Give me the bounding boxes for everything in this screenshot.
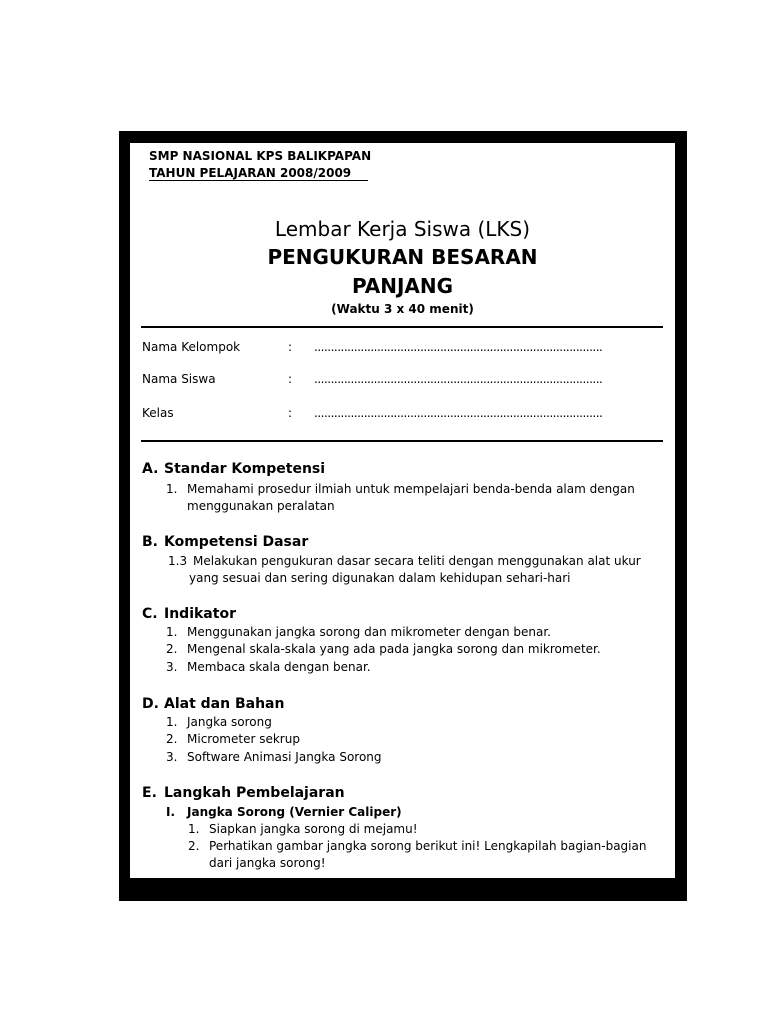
topic-line-2: PANJANG	[351, 274, 454, 298]
item-number: 1.	[188, 822, 200, 836]
item-number: 2.	[166, 732, 178, 746]
field-group-name	[142, 340, 662, 358]
fill-in-blank[interactable]: .......................................................................................	[314, 406, 603, 420]
section-title: Standar Kompetensi	[164, 461, 326, 477]
worksheet-title: Lembar Kerja Siswa (LKS)	[274, 217, 531, 241]
topic-line-1: PENGUKURAN BESARAN	[267, 245, 538, 269]
fill-in-blank[interactable]: .......................................................................................	[314, 372, 603, 386]
item-text: Melakukan pengukuran dasar secara teliti dengan menggunakan alat ukur	[193, 554, 641, 568]
list-item	[188, 838, 668, 872]
section-letter: A.	[142, 461, 159, 477]
item-text: Menggunakan jangka sorong dan mikrometer dengan benar.	[187, 625, 551, 639]
item-text: Membaca skala dengan benar.	[187, 660, 371, 674]
list-item	[166, 481, 666, 515]
section-b-heading	[142, 534, 308, 550]
fill-in-blank[interactable]: .......................................................................................	[314, 340, 603, 354]
school-name: SMP NASIONAL KPS BALIKPAPAN	[149, 149, 372, 163]
subsection-heading	[166, 804, 666, 821]
section-letter: C.	[142, 606, 158, 622]
item-number: 1.3	[168, 554, 188, 568]
section-title: Alat dan Bahan	[164, 696, 285, 712]
item-number: 1.	[166, 482, 178, 496]
section-a-heading	[142, 461, 325, 477]
item-text: Micrometer sekrup	[187, 732, 300, 746]
item-text: menggunakan peralatan	[187, 499, 335, 513]
field-label: Nama Siswa	[142, 372, 216, 386]
field-label: Kelas	[142, 406, 174, 420]
list-item	[166, 641, 666, 658]
list-item	[166, 731, 666, 748]
section-e-heading	[142, 785, 345, 801]
section-letter: D.	[142, 696, 159, 712]
item-number: 2.	[166, 642, 178, 656]
item-text: Jangka sorong	[187, 715, 272, 729]
field-colon: :	[288, 340, 293, 354]
item-text: yang sesuai dan sering digunakan dalam kehidupan sehari-hari	[189, 571, 571, 585]
list-item	[166, 749, 666, 766]
item-text: Mengenal skala-skala yang ada pada jangka sorong dan mikrometer.	[187, 642, 601, 656]
item-number: 2.	[188, 839, 200, 853]
field-colon: :	[288, 372, 293, 386]
item-text: dari jangka sorong!	[209, 856, 326, 870]
item-text: Memahami prosedur ilmiah untuk mempelajari benda-benda alam dengan	[187, 482, 635, 496]
field-student-name	[142, 372, 662, 390]
list-item	[166, 624, 666, 641]
section-d-heading	[142, 696, 284, 712]
list-item	[166, 714, 666, 731]
section-title: Indikator	[164, 606, 236, 622]
section-c-heading	[142, 606, 236, 622]
list-item	[168, 553, 668, 587]
item-number: 1.	[166, 625, 178, 639]
field-label: Nama Kelompok	[142, 340, 241, 354]
item-text: Perhatikan gambar jangka sorong berikut ini! Lengkapilah bagian-bagian	[209, 839, 647, 853]
time-allocation: (Waktu 3 x 40 menit)	[331, 302, 474, 316]
item-number: 3.	[166, 750, 178, 764]
item-number: 1.	[166, 715, 178, 729]
divider-top	[141, 326, 663, 328]
item-text: Jangka Sorong (Vernier Caliper)	[187, 805, 402, 819]
header-underline	[149, 180, 368, 181]
list-item	[166, 659, 666, 676]
section-title: Kompetensi Dasar	[164, 534, 309, 550]
section-letter: B.	[142, 534, 158, 550]
school-year: TAHUN PELAJARAN 2008/2009	[149, 166, 352, 180]
field-class	[142, 406, 662, 424]
item-text: Software Animasi Jangka Sorong	[187, 750, 382, 764]
item-text: Siapkan jangka sorong di mejamu!	[209, 822, 418, 836]
section-letter: E.	[142, 785, 157, 801]
item-number: I.	[166, 805, 176, 819]
item-number: 3.	[166, 660, 178, 674]
divider-bottom	[141, 440, 663, 442]
field-colon: :	[288, 406, 293, 420]
section-title: Langkah Pembelajaran	[164, 785, 345, 801]
list-item	[188, 821, 668, 838]
